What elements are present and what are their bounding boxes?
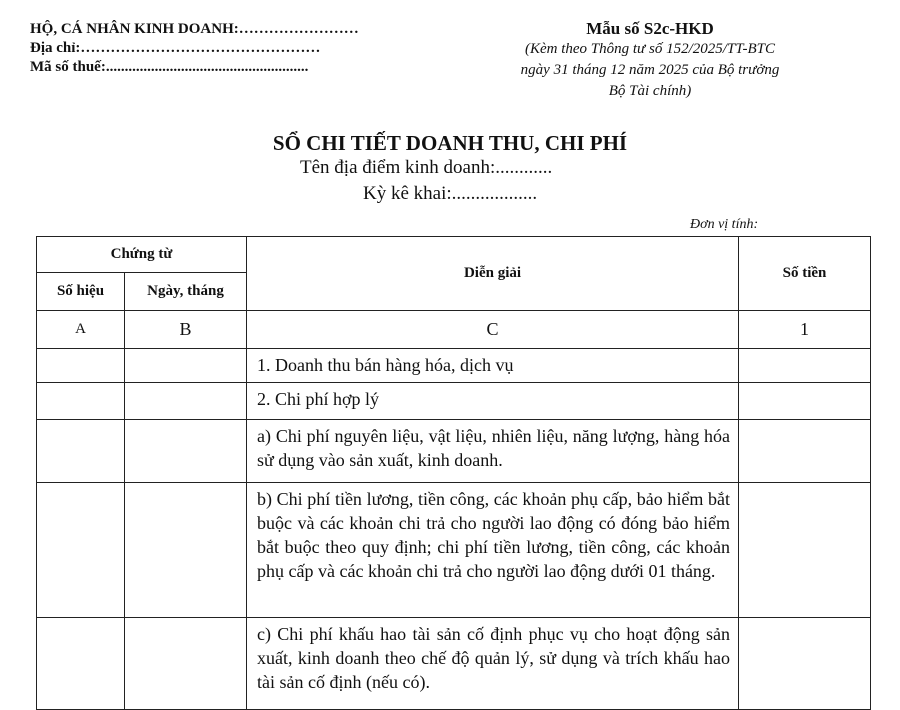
voucher-number-cell[interactable] bbox=[37, 420, 125, 483]
voucher-date-cell[interactable] bbox=[125, 618, 247, 710]
voucher-number-header: Số hiệu bbox=[37, 273, 125, 311]
description-cell: 2. Chi phí hợp lý bbox=[247, 383, 739, 420]
voucher-number-cell[interactable] bbox=[37, 483, 125, 618]
code-row bbox=[37, 311, 871, 349]
description-cell: c) Chi phí khấu hao tài sản cố định phục vụ cho hoạt động sản xuất, kinh doanh theo chế độ quản lý, sử dụng và trích khấu hao tài sản cố định (nếu có). bbox=[247, 618, 739, 710]
amount-header: Số tiền bbox=[739, 237, 871, 311]
code-a: A bbox=[37, 311, 125, 349]
unit-label: Đơn vị tính: bbox=[690, 217, 759, 232]
table-row bbox=[37, 483, 871, 618]
voucher-date-cell[interactable] bbox=[125, 349, 247, 383]
voucher-header: Chứng từ bbox=[37, 237, 247, 273]
description-cell: 1. Doanh thu bán hàng hóa, dịch vụ bbox=[247, 349, 739, 383]
address-line: Địa chỉ:………………………………………… bbox=[30, 40, 321, 56]
voucher-number-cell[interactable] bbox=[37, 383, 125, 420]
table-row bbox=[37, 349, 871, 383]
table-row bbox=[37, 618, 871, 710]
voucher-number-cell[interactable] bbox=[37, 349, 125, 383]
form-note-line-2: ngày 31 tháng 12 năm 2025 của Bộ trưởng bbox=[520, 62, 780, 78]
declaration-period-line: Kỳ kê khai:.................. bbox=[363, 183, 538, 204]
description-cell: b) Chi phí tiền lương, tiền công, các khoản phụ cấp, bảo hiểm bắt buộc và các khoản chi trả cho người lao động có đóng bảo hiểm bắt buộc theo quy định; chi phí tiền lương, tiền công, các khoản phụ cấp và các khoản chi trả cho người lao động dưới 01 tháng. bbox=[247, 483, 739, 618]
voucher-number-cell[interactable] bbox=[37, 618, 125, 710]
amount-cell[interactable] bbox=[739, 618, 871, 710]
page-title: SỔ CHI TIẾT DOANH THU, CHI PHÍ bbox=[272, 131, 628, 155]
amount-cell[interactable] bbox=[739, 483, 871, 618]
tax-code-line: Mã số thuế:...................................................... bbox=[30, 59, 309, 75]
code-1: 1 bbox=[739, 311, 871, 349]
form-note-line-1: (Kèm theo Thông tư số 152/2025/TT-BTC bbox=[524, 41, 775, 57]
table-row bbox=[37, 420, 871, 483]
amount-cell[interactable] bbox=[739, 349, 871, 383]
description-header: Diễn giải bbox=[247, 237, 739, 311]
business-location-line: Tên địa điểm kinh doanh:............ bbox=[300, 157, 553, 178]
table-row bbox=[37, 383, 871, 420]
form-reference bbox=[470, 18, 830, 102]
code-c: C bbox=[247, 311, 739, 349]
amount-cell[interactable] bbox=[739, 383, 871, 420]
voucher-date-header: Ngày, tháng bbox=[125, 273, 247, 311]
amount-cell[interactable] bbox=[739, 420, 871, 483]
voucher-date-cell[interactable] bbox=[125, 383, 247, 420]
description-cell: a) Chi phí nguyên liệu, vật liệu, nhiên liệu, năng lượng, hàng hóa sử dụng vào sản xuất, kinh doanh. bbox=[247, 420, 739, 483]
form-note-line-3: Bộ Tài chính) bbox=[608, 83, 692, 99]
voucher-date-cell[interactable] bbox=[125, 483, 247, 618]
form-code: Mẫu số S2c-HKD bbox=[586, 19, 714, 38]
business-info bbox=[30, 20, 359, 77]
voucher-date-cell[interactable] bbox=[125, 420, 247, 483]
code-b: B bbox=[125, 311, 247, 349]
business-name-line: HỘ, CÁ NHÂN KINH DOANH:…………………… bbox=[30, 21, 359, 37]
ledger-table bbox=[36, 236, 871, 710]
